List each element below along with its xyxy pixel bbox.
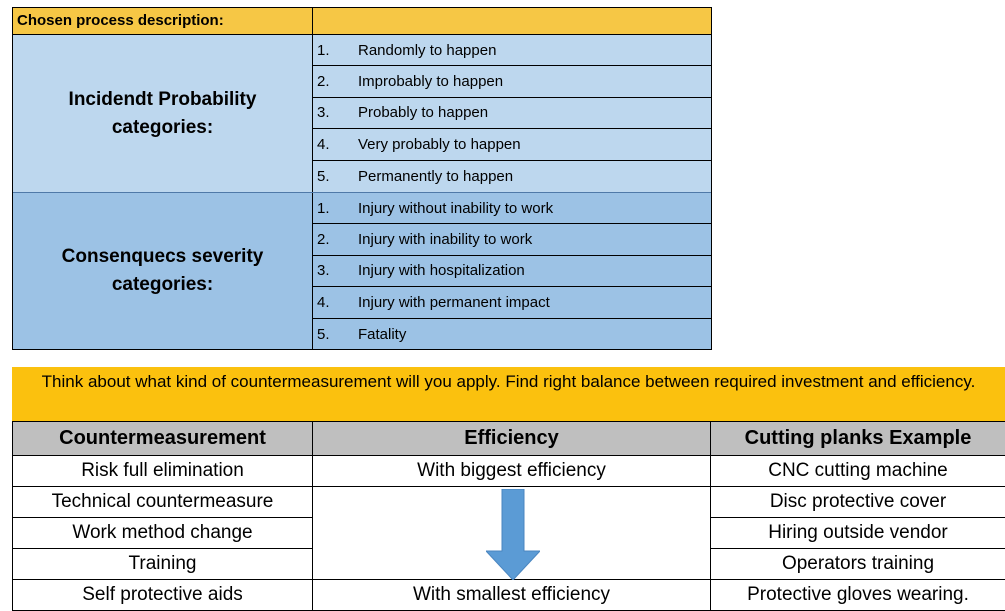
item-text: Randomly to happen (358, 42, 711, 59)
table-header-row (13, 422, 1005, 456)
efficiency-cell: With smallest efficiency (313, 580, 711, 611)
item-number: 5. (313, 168, 358, 185)
example-cell: Protective gloves wearing. (711, 580, 1005, 611)
list-item (313, 287, 711, 318)
item-number: 3. (313, 262, 358, 279)
process-description-field[interactable] (313, 8, 711, 35)
item-text: Permanently to happen (358, 168, 711, 185)
item-text: Very probably to happen (358, 136, 711, 153)
measure-cell: Work method change (13, 518, 313, 549)
severity-list (313, 193, 711, 349)
item-number: 2. (313, 231, 358, 248)
list-item (313, 256, 711, 287)
table-row (13, 580, 1005, 611)
list-item (313, 66, 711, 97)
measure-cell: Self protective aids (13, 580, 313, 611)
item-number: 4. (313, 136, 358, 153)
measure-cell: Risk full elimination (13, 456, 313, 487)
risk-category-table (12, 7, 712, 350)
severity-title: Consenquecs severity categories: (13, 193, 313, 349)
item-text: Injury with inability to work (358, 231, 711, 248)
item-number: 2. (313, 73, 358, 90)
example-cell: CNC cutting machine (711, 456, 1005, 487)
item-text: Probably to happen (358, 104, 711, 121)
list-item (313, 224, 711, 255)
efficiency-cell: With biggest efficiency (313, 456, 711, 487)
item-number: 4. (313, 294, 358, 311)
item-text: Injury without inability to work (358, 200, 711, 217)
example-cell: Disc protective cover (711, 487, 1005, 518)
list-item (313, 193, 711, 224)
severity-section (13, 192, 711, 349)
list-item (313, 98, 711, 129)
measure-cell: Technical countermeasure (13, 487, 313, 518)
probability-list (313, 35, 711, 192)
list-item (313, 319, 711, 350)
example-cell: Hiring outside vendor (711, 518, 1005, 549)
item-text: Injury with hospitalization (358, 262, 711, 279)
item-text: Improbably to happen (358, 73, 711, 90)
item-number: 1. (313, 42, 358, 59)
measure-cell: Training (13, 549, 313, 580)
column-header: Efficiency (313, 422, 711, 456)
example-cell: Operators training (711, 549, 1005, 580)
item-text: Injury with permanent impact (358, 294, 711, 311)
column-header: Cutting planks Example (711, 422, 1005, 456)
item-number: 5. (313, 326, 358, 343)
list-item (313, 129, 711, 160)
list-item (313, 35, 711, 66)
table-row (13, 456, 1005, 487)
instruction-banner: Think about what kind of countermeasurement will you apply. Find right balance between required investment and efficiency. (12, 367, 1005, 421)
probability-title: Incidendt Probability categories: (13, 35, 313, 192)
item-text: Fatality (358, 326, 711, 343)
down-arrow-icon (486, 489, 540, 580)
item-number: 1. (313, 200, 358, 217)
column-header: Countermeasurement (13, 422, 313, 456)
probability-section (13, 35, 711, 192)
list-item (313, 161, 711, 192)
process-description-label: Chosen process description: (13, 8, 313, 35)
item-number: 3. (313, 104, 358, 121)
